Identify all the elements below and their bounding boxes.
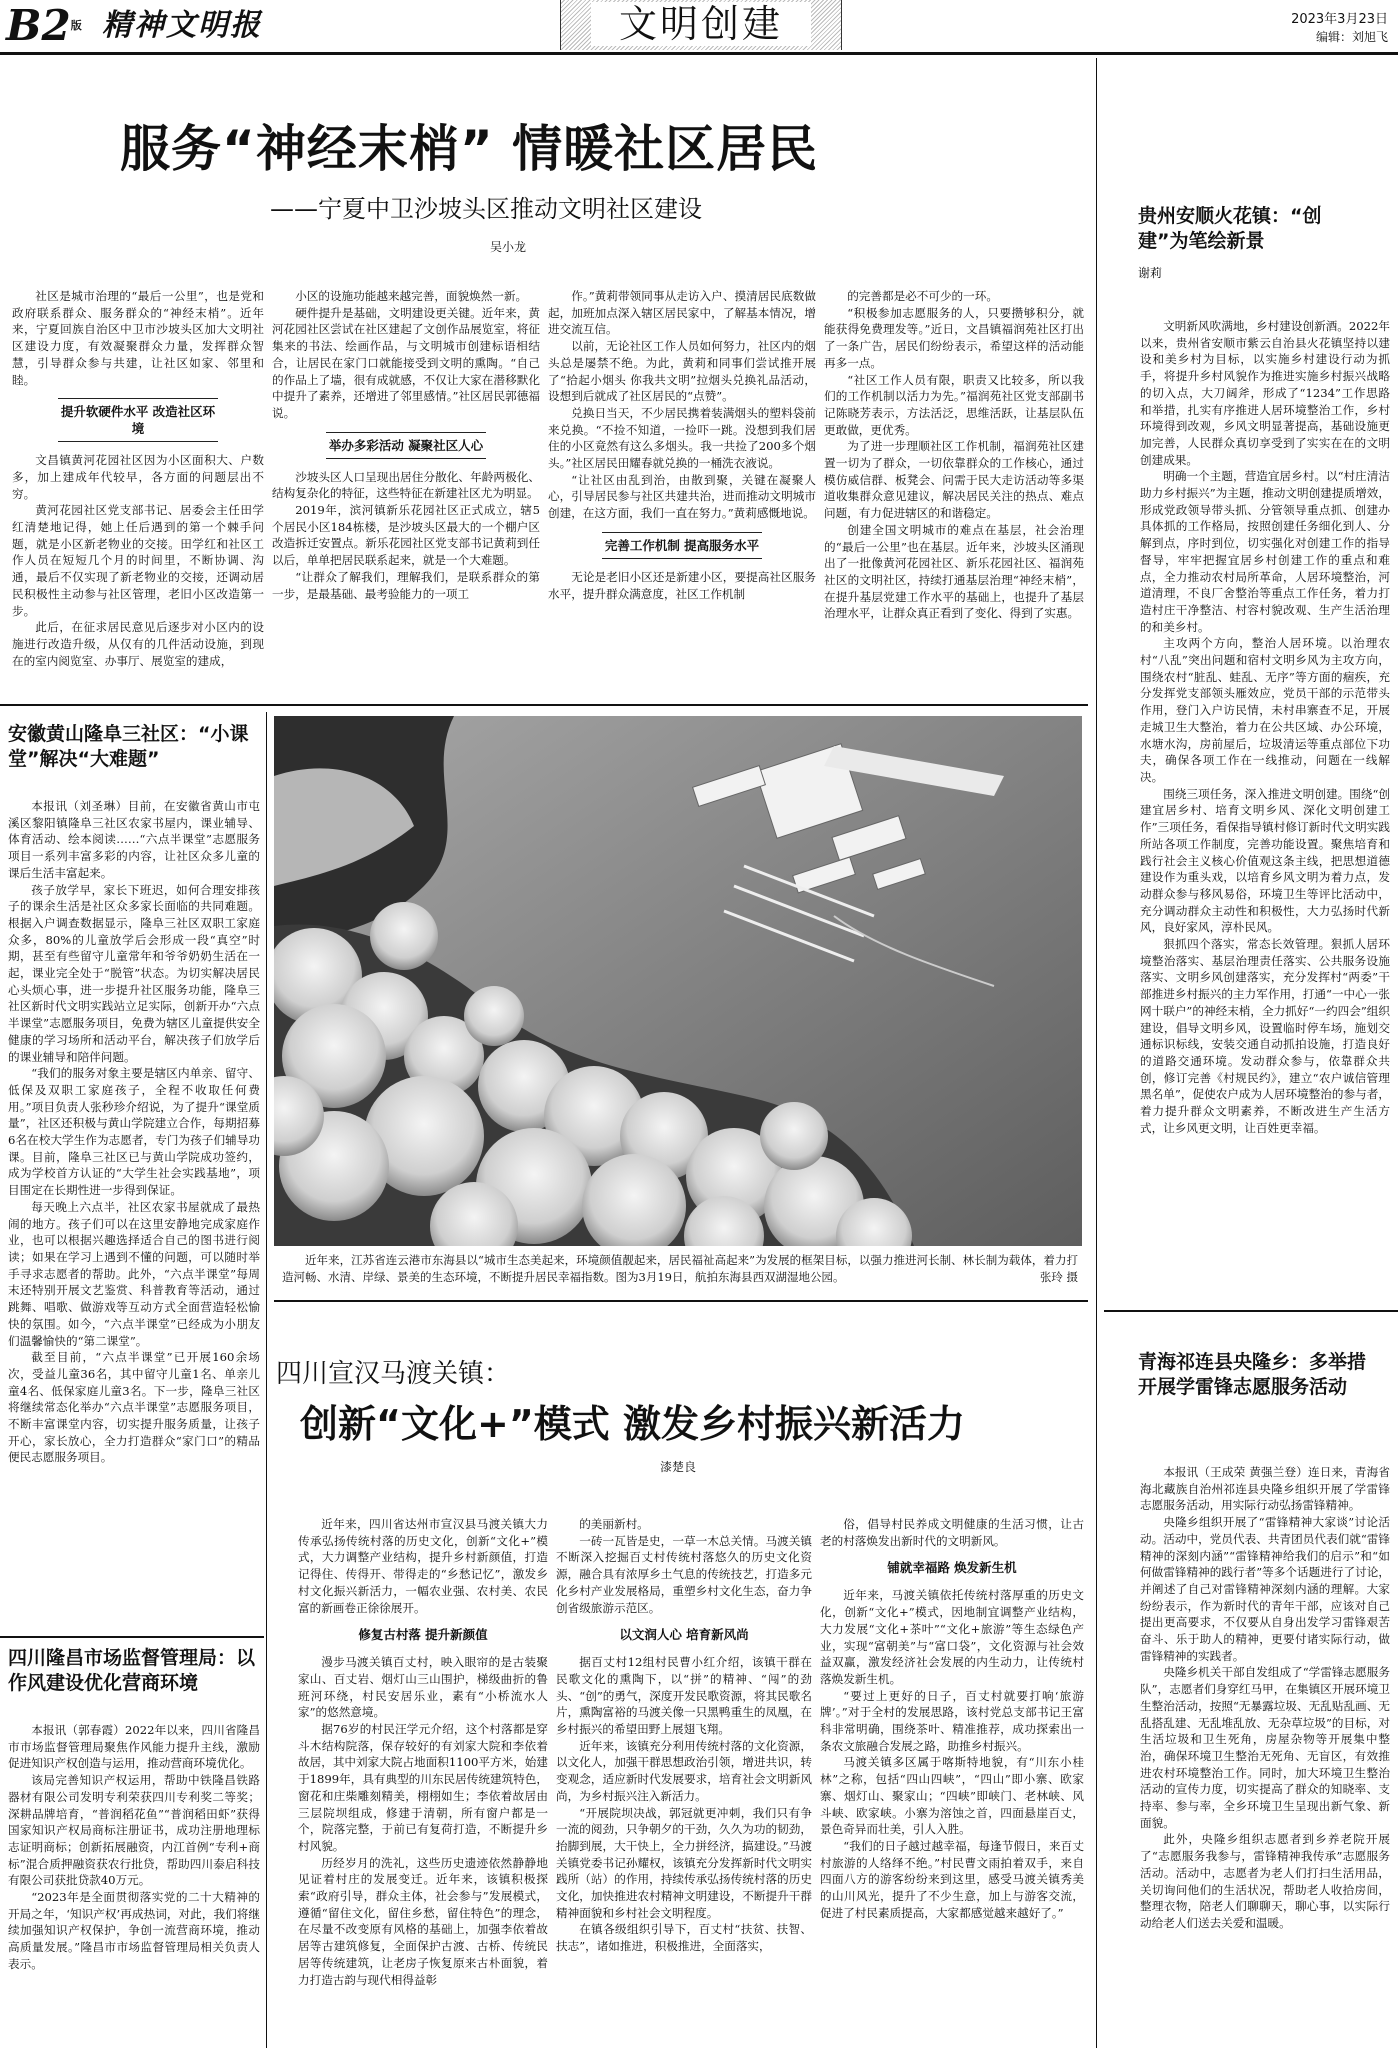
paragraph: 历经岁月的洗礼，这些历史遗迹依然静静地见证着村庄的发展变迁。近年来，该镇积极探索“政府引导，群众主体，社会参与”发展模式，遵循“留住文化，留住乡愁，留住特色”的理念，在尽量不改变原有风格的基础上，加强李依着故居等古建筑修复，全面保护古渡、古桥、传统民居等传统建筑，让老房子恢复原来古朴面貌，着力打造古韵与现代相得益彰 — [298, 1855, 548, 1987]
paragraph: 一砖一瓦皆是史，一草一木总关情。马渡关镇不断深入挖掘百丈村传统村落悠久的历史文化资源，融合具有浓厚乡土气息的传统技艺，打造多元化乡村产业发展格局，重塑乡村文化生态，奋力争创省级旅游示范区。 — [556, 1533, 812, 1615]
qinghai-headline: 青海祁连县央隆乡：多举措开展学雷锋志愿服务活动 — [1138, 1351, 1367, 1398]
lead-byline: 吴小龙 — [490, 240, 527, 254]
subhead: 铺就幸福路 焕发新生机 — [887, 1560, 1017, 1576]
paragraph: 俗，倡导村民养成文明健康的生活习惯，让古老的村落焕发出新时代的文明新风。 — [820, 1517, 1084, 1548]
paragraph: 明确一个主题，营造宜居乡村。以“村庄清洁助力乡村振兴”为主题，推动文明创建提质增效，形成党政领导带头抓、分管领导重点抓、创建办具体抓的工作格局，按照创建任务细化到人、分解到点，序时到位，切实强化对创建工作的指导督导，牢牢把握宜居乡村创建工作的重点和难点，全力推动农村局所革命，人居环境整治，河道清理，不良厂舍整治等重点工作任务，着力打造村庄干净整洁、村容村貌改观、生产生活治理的和美乡村。 — [1140, 469, 1390, 634]
paragraph: 围绕三项任务，深入推进文明创建。围绕“创建宜居乡村、培育文明乡风、深化文明创建工作”三项任务，看保指导镇村修订新时代文明实践所站各项工作制度，完善功能设置。聚焦培育和践行社会主义核心价值观这条主线，把思想道德建设作为重头戏，以培育乡风文明为着力点，发动群众参与移风易俗，环境卫生等评比活动中，充分调动群众主动性和积极性，大力弘扬时代新风，良好家风，淳朴民风。 — [1140, 786, 1390, 935]
anhui-bottom-rule — [0, 1636, 264, 1638]
paragraph: 2019年，滨河镇新乐花园社区正式成立，辖5个居民小区184栋楼，是沙坡头区最大的一个棚户区改造拆迁安置点。新乐花园社区党支部书记黄莉到任以后，单单把居民联系起来，就是一个大难题。 — [272, 503, 540, 568]
paragraph: 硬件提升是基础，文明建设更关键。近年来，黄河花园社区尝试在社区建起了文创作品展览室，将征集来的书法、绘画作品，与文明城市创建标语相结合，让居民在家门口就能接受到文明的熏陶。“自己的作品上了墙，很有成就感，不仅让大家在潜移默化中提升了素养，还增进了邻里感情。”社区居民郭德福说。 — [272, 305, 540, 420]
paragraph: 在镇各级组织引导下，百丈村“扶贫、扶智、扶志”，诸如推进，积极推进，全面落实， — [556, 1922, 812, 1954]
paragraph: 狠抓四个落实，常态长效管理。狠抓人居环境整治落实、基层治理责任落实、公共服务设施落实、文明乡风创建落实，充分发挥村“两委”干部推进乡村振兴的主力军作用，打通“一中心一张网十联户”的神经末梢，全力抓好“一约四会”组织建设，倡导文明乡风，设置临时停车场，施划交通标识标线，安装交通自动抓拍设施，打造良好的道路交通环境。发动群众参与，依靠群众共创，修订完善《村规民约》，建立“农户诚信管理黑名单”，促使农户成为人居环境整治的参与者，着力提升群众文明素养，不断改进生产生活方式，让乡风更文明，让百姓更幸福。 — [1140, 937, 1390, 1135]
guizhou-bottom-rule — [1104, 1310, 1398, 1312]
page-number — [6, 2, 82, 50]
paragraph: 央隆乡组织开展了“雷锋精神大家谈”讨论活动。活动中，党员代表、共青团员代表们就“雷锋精神的深刻内涵”“雷锋精神给我们的启示”和“如何做雷锋精神的践行者”等多个话题进行了讨论，并阐述了自己对雷锋精神深刻内涵的理解。大家纷纷表示，作为新时代的青年干部，应该对自己提出更高要求，不仅要从自身出发学习雷锋艰苦奋斗、乐于助人的精神，更要付诸实际行动，做雷锋精神的实践者。 — [1140, 1515, 1390, 1663]
paragraph: “我们的服务对象主要是辖区内单亲、留守、低保及双职工家庭孩子，全程不收取任何费用。”项目负责人张秒珍介绍说，为了提升“课堂质量”，社区还积极与黄山学院建立合作，每期招募6名在校大学生作为志愿者，专门为孩子们辅导功课。目前，隆阜三社区已与黄山学院成功签约，成为学校首方认证的“大学生社会实践基地”，项目围定在长期性进一步得到保证。 — [8, 1066, 260, 1198]
paragraph: 为了进一步理顺社区工作机制，福润苑社区建置一切为了群众，一切依靠群众的工作核心，通过模仿威信群、板凳会、问需于民大走访活动等多渠道收集群众意见建议，解决居民关注的热点、难点问题，有力促进辖区的和谐稳定。 — [824, 439, 1084, 521]
paragraph: 据百丈村12组村民曹小红介绍，该镇干群在民歌文化的熏陶下，以“拼”的精神、“闯”的劲头、“创”的勇气，深度开发民歌资源，将其民歌名片，熏陶富裕的马渡关像一只黑鸭重生的凤凰，在乡村振兴的希望田野上展翅飞翔。 — [556, 1655, 812, 1737]
paragraph: 孩子放学早，家长下班迟，如何合理安排孩子的课余生活是社区众多家长面临的共同难题。根据入户调查数据显示，隆阜三社区双职工家庭众多，80%的儿童放学后会形成一段“真空”时期，甚至有些留守儿童常年和爷爷奶奶生活在一起，课业完全处于“脱管”状态。为切实解决居民心头烦心事，进一步提升社区服务功能，隆阜三社区新时代文明实践站立足实际，创新开办“六点半课堂”志愿服务项目，免费为辖区儿童提供安全健康的学习场所和活动平台，解决孩子们放学后的课业辅导和陪伴问题。 — [8, 882, 260, 1064]
paragraph: 无论是老旧小区还是新建小区，要提高社区服务水平，提升群众满意度，社区工作机制 — [548, 569, 816, 601]
madu-column-2 — [556, 1516, 812, 2042]
madu-headline: 创新“文化+”模式 激发乡村振兴新活力 — [300, 1402, 966, 1446]
anhui-headline: 安徽黄山隆阜三社区：“小课堂”解决“大难题” — [8, 723, 249, 770]
paragraph: 此外，央隆乡组织志愿者到乡养老院开展了“志愿服务我参与，雷锋精神我传承”志愿服务活动。活动中，志愿者为老人们打扫生活用品，关切询问他们的生活状况，帮助老人收拾房间，整理衣物，陪老人们聊聊天，聊心事，以实际行动给老人们送去关爱和温暖。 — [1140, 1832, 1390, 1930]
paragraph: 本报讯（郭春霞）2022年以来，四川省隆昌市市场监督管理局聚焦作风能力提升主线，激励促进知识产权创造与运用，推动营商环境优化。 — [8, 1723, 260, 1771]
paragraph: 兑换日当天，不少居民携着装满烟头的塑料袋前来兑换。“不捡不知道，一捡吓一跳。没想到我们居住的小区竟然有这么多烟头。我一共捡了200多个烟头。”社区居民田耀春就兑换的一桶洗衣液说。 — [548, 405, 816, 471]
madu-kicker: 四川宣汉马渡关镇： — [276, 1359, 511, 1389]
photo-caption-text: 近年来，江苏省连云港市东海县以“城市生态美起来，环境颜值靓起来，居民福祉高起来”为发展的框架目标，以强力推进河长制、林长制为载体，着力打造河畅、水清、岸绿、景美的生态环境，不断提升居民幸福指数。图为3月19日，航拍东海县西双湖湿地公园。 — [282, 1253, 1078, 1284]
longchang-body — [8, 1722, 260, 2042]
guizhou-byline: 谢莉 — [1138, 266, 1163, 280]
lead-column-2 — [272, 288, 540, 700]
paragraph: “让社区由乱到治，由散到聚，关键在凝聚人心，引导居民参与社区共建共治，进而推动文明城市创建，在这方面，我们一直在努力。”黄莉感慨地说。 — [548, 472, 816, 521]
section-title: 文明创建 — [591, 2, 811, 46]
page-suffix: 版 — [70, 19, 82, 32]
paragraph: “要过上更好的日子，百丈村就要打响‘旅游牌’。”对于全村的发展思路，该村党总支部书记王富科非常明确，围绕茶叶、精准推荐，成功探索出一条农文旅融合发展之路，助推乡村振兴。 — [820, 1688, 1084, 1753]
paragraph: 本报讯（刘圣琳）目前，在安徽省黄山市屯溪区黎阳镇隆阜三社区农家书屋内，课业辅导、体育活动、绘本阅读……“六点半课堂”志愿服务项目一系列丰富多彩的内容，让社区众多儿童的课后生活丰富起来。 — [8, 799, 260, 880]
guizhou-headline: 贵州安顺火花镇：“创建”为笔绘新景 — [1138, 205, 1322, 252]
qinghai-body — [1140, 1464, 1390, 2044]
paragraph: “我们的日子越过越幸福，每逢节假日，来百丈村旅游的人络绎不绝。”村民曹文雨拍着双手，来自四面八方的游客纷纷来到这里，感受马渡关镇秀美的山川风光，提升了不少生意，加上与游客交流，促进了村民素质提高，大家都感觉越来越好了。” — [820, 1838, 1084, 1920]
paper-name: 精神文明报 — [102, 8, 262, 43]
right-column-rule — [1096, 58, 1097, 2048]
paragraph: 小区的设施功能越来越完善，面貌焕然一新。 — [295, 289, 528, 303]
paragraph: “社区工作人员有限，职责又比较多，所以我们的工作机制以活力为先。”福润苑社区党支部副书记陈晓芳表示，方法活泛，思维活跃，让基层队伍更敢做，更优秀。 — [824, 372, 1084, 437]
paragraph: “开展院坝决战，郭冠就更冲刺，我们只有争一流的阅劲，只争朝夕的干劲，久久为功的韧劲，抬脚到展，大干快上，全力拼经济，搞建设。”马渡关镇党委书记孙耀权，该镇充分发挥新时代文明实践所（站）的作用，持续传承弘扬传统村落的历史文化，加快推进农村精神文明建设，不断提升干群精神面貌和乡村社会文明程度。 — [556, 1805, 812, 1920]
paragraph: 截至目前，“六点半课堂”已开展160余场次，受益儿童36名，其中留守儿童1名、单亲儿童4名、低保家庭儿童3名。下一步，隆阜三社区将继续常态化举办“六点半课堂”志愿服务项目，不断丰富课堂内容，切实提升服务质量，让孩子开心，家长放心，全力打造群众“家门口”的精品便民志愿服务项目。 — [8, 1350, 260, 1465]
madu-byline: 漆楚良 — [660, 1460, 697, 1474]
paragraph: 马渡关镇多区属于喀斯特地貌，有“川东小桂林”之称，包括“四山四峡”，“四山”即小寨、欧家寨、烟灯山、聚家山；“四峡”即峡门、老林峡、风斗峡、欧家峡。小寨为溶蚀之首，四面悬崖百丈，景色奇异而壮美，引人入胜。 — [820, 1755, 1084, 1837]
subhead: 修复古村落 提升新颜值 — [358, 1627, 488, 1643]
madu-column-1 — [298, 1516, 548, 2042]
aerial-photo — [274, 716, 1082, 1246]
lead-bottom-rule — [0, 704, 1088, 706]
paragraph: 沙坡头区人口呈现出居住分散化、年龄两极化、结构复杂化的特征，这些特征在新建社区尤为明显。 — [272, 469, 540, 501]
paragraph: 近年来，马渡关镇依托传统村落厚重的历史文化，创新“文化+”模式，因地制宜调整产业结构，大力发展“文化+茶叶”“文化+旅游”等生态绿色产业，实现“富朝美”与“富口袋”，文化资源与社会效益双赢，激发经济社会发展的内生动力，让传统村落焕发新生机。 — [820, 1588, 1084, 1686]
masthead-rule — [0, 52, 1398, 55]
lead-headline: 服务“神经末梢” 情暖社区居民 — [120, 120, 819, 178]
paragraph: 黄河花园社区党支部书记、居委会主任田学红清楚地记得，她上任后遇到的第一个棘手问题，就是小区新老物业的交接。田学红和社区工作人员在短短几个月的时间里，不断协调、沟通，最后不仅实现了新老物业的交接，还调动居民积极性主动参与社区管理，老旧小区改造第一步。 — [12, 503, 264, 618]
paragraph: 创建全国文明城市的难点在基层，社会治理的“最后一公里”也在基层。近年来，沙坡头区涌现出了一批像黄河花园社区、新乐花园社区、福润苑社区的文明社区，持续打通基层治理“神经末梢”，在提升基层党建工作水平的基础上，也提升了基层治理水平，让群众真正看到了变化、得到了实惠。 — [824, 522, 1084, 621]
issue-date: 2023年3月23日 — [1291, 12, 1388, 27]
guizhou-body — [1140, 318, 1390, 1518]
page-number-text: B2 — [6, 1, 71, 50]
paragraph: 作。”黄莉带领同事从走访入户、摸清居民底数做起，加班加点深入辖区居民家中，了解基本情况，增进交流互信。 — [548, 289, 816, 337]
paragraph: 漫步马渡关镇百丈村，映入眼帘的是古装聚家山、百丈岩、烟灯山三山围护，梯级曲折的鲁班河环绕，村民安居乐业，素有“小桥流水人家”的悠然意境。 — [298, 1655, 548, 1720]
subhead: 以文润人心 培育新风尚 — [619, 1627, 749, 1643]
paragraph: “2023年是全面贯彻落实党的二十大精神的开局之年，‘知识产权’再成热词，对此，我们将继续加强知识产权保护，争创一流营商环境，推动高质量发展。”隆昌市市场监督管理局相关负责人表示。 — [8, 1890, 260, 1971]
paragraph: 此后，在征求居民意见后逐步对小区内的设施进行改造升级，从仅有的几件活动设施，到现在的室内阅览室、办事厅、展览室的建成， — [12, 620, 264, 668]
paragraph: 以前，无论社区工作人员如何努力，社区内的烟头总是屡禁不绝。为此，黄莉和同事们尝试推开展了“拾起小烟头 你我共文明”拉烟头兑换礼品活动，设想到后就成了社区居民的“点赞”。 — [548, 339, 816, 404]
aerial-photo-graphic — [274, 716, 1082, 1246]
paragraph: 近年来，该镇充分利用传统村落的文化资源，以文化人，加强干群思想政治引领，增进共识，转变观念，适应新时代发展要求，培育社会文明新风尚，为乡村振兴注入新活力。 — [556, 1738, 812, 1803]
paragraph: 本报讯（王成荣 黄强兰登）连日来，青海省海北藏族自治州祁连县央隆乡组织开展了学雷锋志愿服务活动，用实际行动弘扬雷锋精神。 — [1140, 1465, 1390, 1513]
longchang-headline: 四川隆昌市场监督管理局：以作风建设优化营商环境 — [8, 1647, 256, 1694]
paragraph: 社区是城市治理的“最后一公里”，也是党和政府联系群众、服务群众的“神经末梢”。近年来，宁夏回族自治区中卫市沙坡头区加大文明社区建设力度，有效凝聚群众力量，发挥群众智慧，引导群众参与共建，让社区如家、邻里和睦。 — [12, 289, 264, 387]
paragraph: 该局完善知识产权运用，帮助中铁隆昌铁路器材有限公司发明专利荣获四川专利奖二等奖；深耕品牌培育，“普润稻花鱼”“普润稻田虾”获得国家知识产权局商标注册证书，成功注册地理标志证明商标；创新拓展融资，内江首例“专利+商标”混合质押融资获农行批贷，帮助四川泰启科技有限公司获批贷款40万元。 — [8, 1773, 260, 1888]
paragraph: 每天晚上六点半，社区农家书屋就成了最热闹的地方。孩子们可以在这里安静地完成家庭作业，也可以根据兴趣选择适合自己的图书进行阅读；如果在学习上遇到不懂的问题，可以随时举手寻求志愿者的帮助。此外，“六点半课堂”每周末还特别开展文艺鉴赏、科普教育等活动，通过跳舞、唱歌、做游戏等互动方式全面营造轻松愉快的氛围。如今，“六点半课堂”已经成为小朋友们温馨愉快的“第二课堂”。 — [8, 1199, 260, 1348]
paragraph: 的完善都是必不可少的一环。 — [847, 289, 998, 303]
subhead: 提升软硬件水平 改造社区环境 — [58, 398, 218, 442]
paragraph: 的美丽新村。 — [579, 1517, 649, 1531]
lead-subheadline: ——宁夏中卫沙坡头区推动文明社区建设 — [270, 195, 702, 223]
paragraph: 近年来，四川省达州市宣汉县马渡关镇大力传承弘扬传统村落的历史文化，创新“文化+”模式，大力调整产业结构，提升乡村新颜值，打造记得住、传得开、带得走的“乡愁记忆”，激发乡村文化振兴新活力，一幅农业强、农村美、农民富的新画卷正徐徐展开。 — [298, 1517, 548, 1615]
paragraph: “积极参加志愿服务的人，只要攒够积分，就能获得免费理发等。”近日，文昌镇福润苑社区打出了一条广告，居民们纷纷表示，希望这样的活动能再多一点。 — [824, 305, 1084, 370]
lead-column-4 — [824, 288, 1084, 700]
photo-credit: 张玲 摄 — [1039, 1270, 1078, 1284]
paragraph: 据76岁的村民汪学元介绍，这个村落都是穿斗木结构院落，保存较好的有刘家大院和李依着故居，其中刘家大院占地面积1100平方米，始建于1899年，具有典型的川东民居传统建筑特色，窗花和庄柴雕刻精美，栩栩如生；李依着故居由三层院坝组成，修建于清朝，所有窗户都是一个，院落完整，于前已有复荷打造，不断提升乡村风貌。 — [298, 1722, 548, 1853]
madu-column-3 — [820, 1516, 1084, 2042]
photo-bottom-rule — [274, 1300, 1088, 1302]
lead-column-3 — [548, 288, 816, 700]
anhui-body — [8, 798, 260, 1628]
paragraph: 央隆乡机关干部自发组成了“学雷锋志愿服务队”，志愿者们身穿红马甲，在集镇区开展环境卫生整治活动，按照“无暴露垃圾、无乱贴乱画、无乱搭乱建、无乱堆乱放、无杂草垃圾”的目标，对生活垃圾和卫生死角，房屋杂物等开展集中整治，确保环境卫生整治无死角、无盲区，有效推进农村环境整治工作。同时，加大环境卫生整治活动的宣传力度，切实提高了群众的知晓率、支持率、参与率，全乡环境卫生呈现出新气象、新面貌。 — [1140, 1665, 1390, 1830]
section-banner — [560, 0, 842, 50]
subhead: 举办多彩活动 凝聚社区人心 — [326, 432, 486, 459]
left-column-rule — [266, 712, 267, 2048]
masthead — [0, 0, 1398, 52]
paragraph: 文昌镇黄河花园社区因为小区面积大、户数多，加上建成年代较早，各方面的问题层出不穷。 — [12, 453, 264, 501]
lead-column-1 — [12, 288, 264, 700]
subhead: 完善工作机制 提高服务水平 — [602, 532, 762, 559]
paragraph: “让群众了解我们，理解我们，是联系群众的第一步，是最基础、最考验能力的一项工 — [272, 569, 540, 601]
paragraph: 文明新风吹满地，乡村建设创新酒。2022年以来，贵州省安顺市紫云自治县火花镇坚持以建设和美乡村为目标，以实施乡村建设行动为抓手，将提升乡村风貌作为推进实施乡村振兴战略的切入点，大刀阔斧，形成了“1234”工作思路和举措，扎实有序推进人居环境整治工作，乡村环境得到改观，乡风文明显著提高，基础设施更加完善，人民群众真切享受到了实实在在的文明创建成果。 — [1140, 319, 1390, 467]
photo-caption — [282, 1252, 1078, 1286]
paragraph: 主攻两个方向，整治人居环境。以治理农村“八乱”突出问题和宿村文明乡风为主攻方向，围绕农村“脏乱、蛙乱、无序”等方面的痼疾，充分发挥党支部领头雁效应，党员干部的示范带头作用，登门入户访民情，未村串寨查不足，开展走城卫生大整治，着力在公共区域、办公环境，水塘水沟，房前屋后，垃圾清运等重点部位下功夫，确保各项工作在一线推动，问题在一线解决。 — [1140, 636, 1390, 784]
editor-credit: 编辑：刘旭飞 — [1315, 30, 1388, 44]
